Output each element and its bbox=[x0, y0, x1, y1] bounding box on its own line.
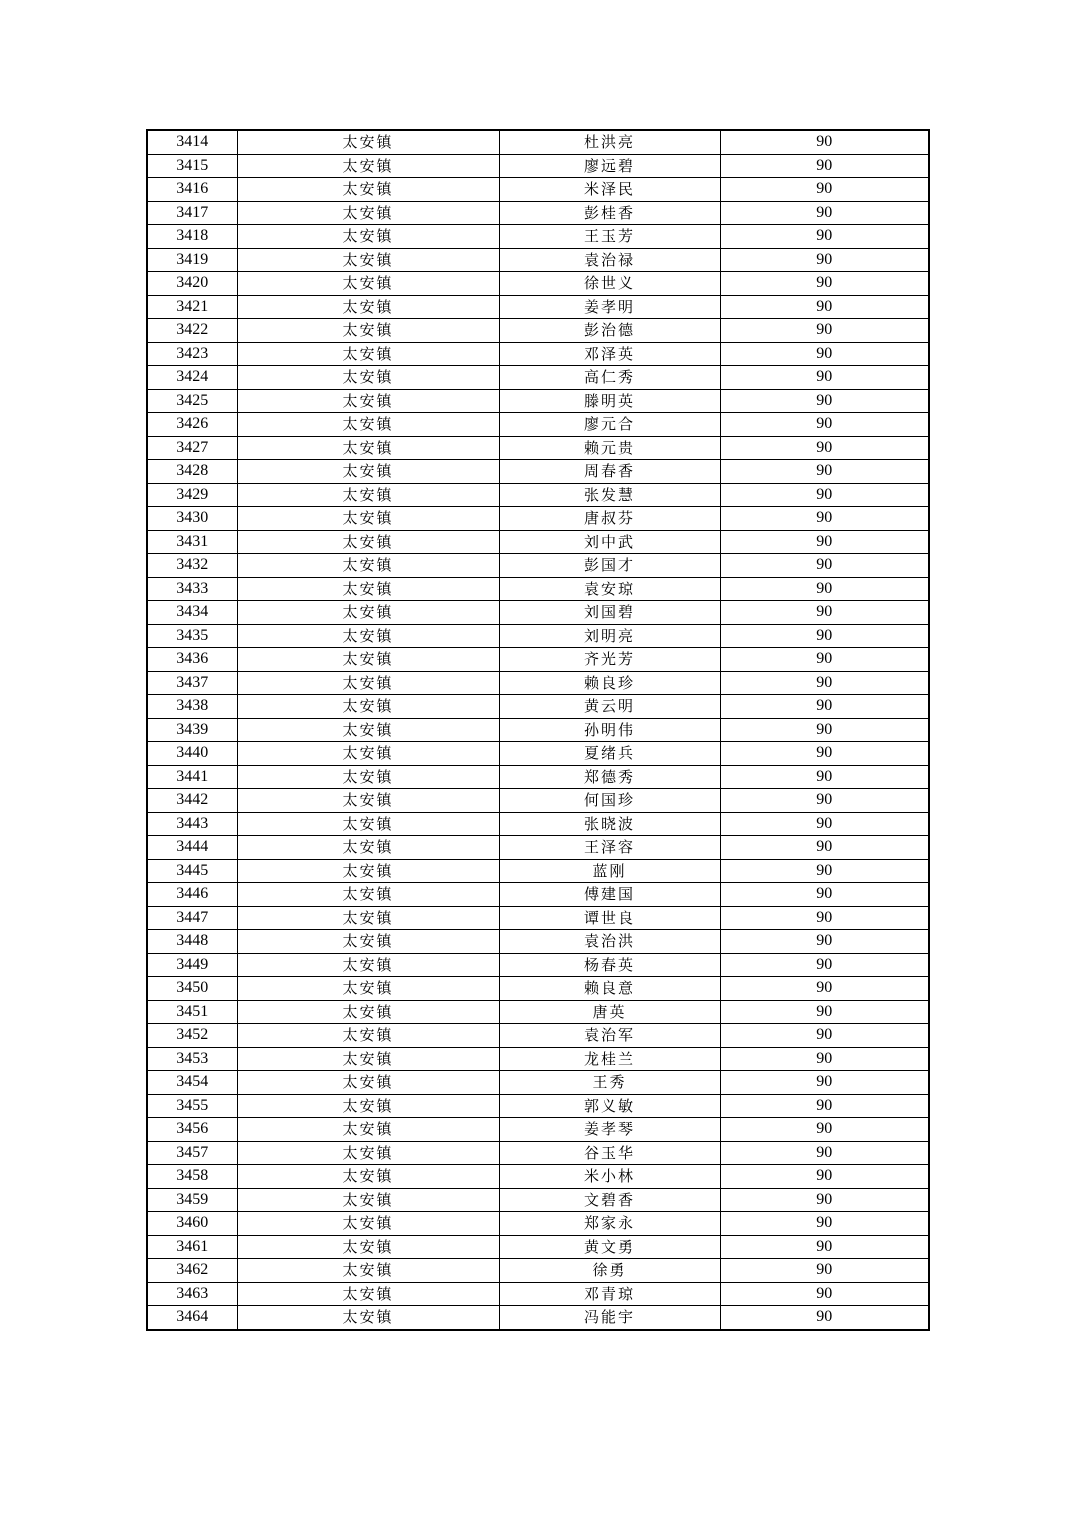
town-cell: 太安镇 bbox=[237, 977, 499, 1001]
person-name-cell: 文碧香 bbox=[499, 1188, 720, 1212]
town-cell: 太安镇 bbox=[237, 859, 499, 883]
town-cell: 太安镇 bbox=[237, 1235, 499, 1259]
town-cell: 太安镇 bbox=[237, 554, 499, 578]
person-name-cell: 冯能宇 bbox=[499, 1306, 720, 1330]
person-name-cell: 邓青琼 bbox=[499, 1282, 720, 1306]
town-cell: 太安镇 bbox=[237, 1306, 499, 1330]
row-number-cell: 3457 bbox=[147, 1141, 237, 1165]
row-number-cell: 3432 bbox=[147, 554, 237, 578]
person-name-cell: 夏绪兵 bbox=[499, 742, 720, 766]
row-number-cell: 3443 bbox=[147, 812, 237, 836]
score-cell: 90 bbox=[720, 718, 929, 742]
town-cell: 太安镇 bbox=[237, 130, 499, 154]
table-row bbox=[147, 483, 929, 507]
town-cell: 太安镇 bbox=[237, 812, 499, 836]
score-cell: 90 bbox=[720, 930, 929, 954]
person-name-cell: 谷玉华 bbox=[499, 1141, 720, 1165]
table-row bbox=[147, 1259, 929, 1283]
table-row bbox=[147, 577, 929, 601]
person-name-cell: 赖良珍 bbox=[499, 671, 720, 695]
town-cell: 太安镇 bbox=[237, 765, 499, 789]
table-row bbox=[147, 765, 929, 789]
row-number-cell: 3446 bbox=[147, 883, 237, 907]
person-name-cell: 姜孝琴 bbox=[499, 1118, 720, 1142]
row-number-cell: 3422 bbox=[147, 319, 237, 343]
score-cell: 90 bbox=[720, 1118, 929, 1142]
table-row bbox=[147, 1188, 929, 1212]
score-cell: 90 bbox=[720, 648, 929, 672]
town-cell: 太安镇 bbox=[237, 1024, 499, 1048]
person-name-cell: 高仁秀 bbox=[499, 366, 720, 390]
table-row bbox=[147, 1118, 929, 1142]
town-cell: 太安镇 bbox=[237, 201, 499, 225]
table-row bbox=[147, 1306, 929, 1330]
row-number-cell: 3423 bbox=[147, 342, 237, 366]
person-name-cell: 米小林 bbox=[499, 1165, 720, 1189]
row-number-cell: 3449 bbox=[147, 953, 237, 977]
town-cell: 太安镇 bbox=[237, 836, 499, 860]
score-cell: 90 bbox=[720, 389, 929, 413]
row-number-cell: 3463 bbox=[147, 1282, 237, 1306]
row-number-cell: 3434 bbox=[147, 601, 237, 625]
row-number-cell: 3416 bbox=[147, 178, 237, 202]
table-row bbox=[147, 178, 929, 202]
score-cell: 90 bbox=[720, 413, 929, 437]
person-name-cell: 王泽容 bbox=[499, 836, 720, 860]
row-number-cell: 3431 bbox=[147, 530, 237, 554]
score-cell: 90 bbox=[720, 812, 929, 836]
score-cell: 90 bbox=[720, 507, 929, 531]
table-row bbox=[147, 554, 929, 578]
town-cell: 太安镇 bbox=[237, 389, 499, 413]
score-cell: 90 bbox=[720, 366, 929, 390]
row-number-cell: 3464 bbox=[147, 1306, 237, 1330]
score-cell: 90 bbox=[720, 201, 929, 225]
table-row bbox=[147, 1094, 929, 1118]
table-row bbox=[147, 1000, 929, 1024]
score-cell: 90 bbox=[720, 624, 929, 648]
town-cell: 太安镇 bbox=[237, 1047, 499, 1071]
row-number-cell: 3453 bbox=[147, 1047, 237, 1071]
town-cell: 太安镇 bbox=[237, 366, 499, 390]
table-row bbox=[147, 695, 929, 719]
town-cell: 太安镇 bbox=[237, 1094, 499, 1118]
town-cell: 太安镇 bbox=[237, 272, 499, 296]
row-number-cell: 3417 bbox=[147, 201, 237, 225]
person-name-cell: 周春香 bbox=[499, 460, 720, 484]
table-row bbox=[147, 1282, 929, 1306]
person-name-cell: 张发慧 bbox=[499, 483, 720, 507]
table-row bbox=[147, 718, 929, 742]
town-cell: 太安镇 bbox=[237, 1212, 499, 1236]
person-name-cell: 刘国碧 bbox=[499, 601, 720, 625]
score-cell: 90 bbox=[720, 1047, 929, 1071]
table-row bbox=[147, 977, 929, 1001]
table-row bbox=[147, 1141, 929, 1165]
person-name-cell: 廖远碧 bbox=[499, 154, 720, 178]
town-cell: 太安镇 bbox=[237, 507, 499, 531]
row-number-cell: 3414 bbox=[147, 130, 237, 154]
town-cell: 太安镇 bbox=[237, 1141, 499, 1165]
town-cell: 太安镇 bbox=[237, 460, 499, 484]
town-cell: 太安镇 bbox=[237, 1259, 499, 1283]
roster-table-body bbox=[147, 130, 929, 1330]
town-cell: 太安镇 bbox=[237, 1165, 499, 1189]
person-name-cell: 彭桂香 bbox=[499, 201, 720, 225]
table-row bbox=[147, 1024, 929, 1048]
table-row bbox=[147, 789, 929, 813]
person-name-cell: 张晓波 bbox=[499, 812, 720, 836]
table-row bbox=[147, 154, 929, 178]
score-cell: 90 bbox=[720, 1188, 929, 1212]
town-cell: 太安镇 bbox=[237, 248, 499, 272]
table-row bbox=[147, 225, 929, 249]
score-cell: 90 bbox=[720, 883, 929, 907]
row-number-cell: 3425 bbox=[147, 389, 237, 413]
person-name-cell: 袁治军 bbox=[499, 1024, 720, 1048]
score-cell: 90 bbox=[720, 248, 929, 272]
row-number-cell: 3424 bbox=[147, 366, 237, 390]
table-row bbox=[147, 366, 929, 390]
person-name-cell: 黄文勇 bbox=[499, 1235, 720, 1259]
town-cell: 太安镇 bbox=[237, 413, 499, 437]
row-number-cell: 3461 bbox=[147, 1235, 237, 1259]
town-cell: 太安镇 bbox=[237, 1000, 499, 1024]
person-name-cell: 郑家永 bbox=[499, 1212, 720, 1236]
person-name-cell: 姜孝明 bbox=[499, 295, 720, 319]
person-name-cell: 袁安琼 bbox=[499, 577, 720, 601]
person-name-cell: 彭国才 bbox=[499, 554, 720, 578]
row-number-cell: 3433 bbox=[147, 577, 237, 601]
row-number-cell: 3452 bbox=[147, 1024, 237, 1048]
row-number-cell: 3420 bbox=[147, 272, 237, 296]
row-number-cell: 3418 bbox=[147, 225, 237, 249]
town-cell: 太安镇 bbox=[237, 718, 499, 742]
table-row bbox=[147, 859, 929, 883]
score-cell: 90 bbox=[720, 859, 929, 883]
table-row bbox=[147, 883, 929, 907]
table-row bbox=[147, 742, 929, 766]
person-name-cell: 米泽民 bbox=[499, 178, 720, 202]
town-cell: 太安镇 bbox=[237, 953, 499, 977]
score-cell: 90 bbox=[720, 1071, 929, 1095]
town-cell: 太安镇 bbox=[237, 154, 499, 178]
row-number-cell: 3447 bbox=[147, 906, 237, 930]
score-cell: 90 bbox=[720, 765, 929, 789]
town-cell: 太安镇 bbox=[237, 930, 499, 954]
score-cell: 90 bbox=[720, 1235, 929, 1259]
score-cell: 90 bbox=[720, 671, 929, 695]
table-row bbox=[147, 130, 929, 154]
score-cell: 90 bbox=[720, 1024, 929, 1048]
score-cell: 90 bbox=[720, 342, 929, 366]
person-name-cell: 郭义敏 bbox=[499, 1094, 720, 1118]
row-number-cell: 3459 bbox=[147, 1188, 237, 1212]
row-number-cell: 3456 bbox=[147, 1118, 237, 1142]
town-cell: 太安镇 bbox=[237, 1071, 499, 1095]
person-name-cell: 赖良意 bbox=[499, 977, 720, 1001]
row-number-cell: 3421 bbox=[147, 295, 237, 319]
table-row bbox=[147, 272, 929, 296]
person-name-cell: 何国珍 bbox=[499, 789, 720, 813]
table-row bbox=[147, 201, 929, 225]
person-name-cell: 傅建国 bbox=[499, 883, 720, 907]
score-cell: 90 bbox=[720, 1306, 929, 1330]
score-cell: 90 bbox=[720, 295, 929, 319]
town-cell: 太安镇 bbox=[237, 1118, 499, 1142]
town-cell: 太安镇 bbox=[237, 577, 499, 601]
score-cell: 90 bbox=[720, 742, 929, 766]
score-cell: 90 bbox=[720, 1282, 929, 1306]
town-cell: 太安镇 bbox=[237, 1282, 499, 1306]
row-number-cell: 3445 bbox=[147, 859, 237, 883]
row-number-cell: 3444 bbox=[147, 836, 237, 860]
table-row bbox=[147, 836, 929, 860]
table-row bbox=[147, 1071, 929, 1095]
score-cell: 90 bbox=[720, 601, 929, 625]
row-number-cell: 3458 bbox=[147, 1165, 237, 1189]
score-cell: 90 bbox=[720, 695, 929, 719]
table-row bbox=[147, 248, 929, 272]
table-row bbox=[147, 906, 929, 930]
town-cell: 太安镇 bbox=[237, 1188, 499, 1212]
person-name-cell: 唐英 bbox=[499, 1000, 720, 1024]
person-name-cell: 唐叔芬 bbox=[499, 507, 720, 531]
town-cell: 太安镇 bbox=[237, 742, 499, 766]
row-number-cell: 3441 bbox=[147, 765, 237, 789]
town-cell: 太安镇 bbox=[237, 483, 499, 507]
row-number-cell: 3460 bbox=[147, 1212, 237, 1236]
town-cell: 太安镇 bbox=[237, 295, 499, 319]
row-number-cell: 3439 bbox=[147, 718, 237, 742]
row-number-cell: 3436 bbox=[147, 648, 237, 672]
person-name-cell: 彭治德 bbox=[499, 319, 720, 343]
table-row bbox=[147, 295, 929, 319]
row-number-cell: 3454 bbox=[147, 1071, 237, 1095]
row-number-cell: 3435 bbox=[147, 624, 237, 648]
town-cell: 太安镇 bbox=[237, 601, 499, 625]
table-row bbox=[147, 930, 929, 954]
score-cell: 90 bbox=[720, 789, 929, 813]
person-name-cell: 杜洪亮 bbox=[499, 130, 720, 154]
table-row bbox=[147, 1212, 929, 1236]
town-cell: 太安镇 bbox=[237, 319, 499, 343]
score-cell: 90 bbox=[720, 436, 929, 460]
score-cell: 90 bbox=[720, 1000, 929, 1024]
score-cell: 90 bbox=[720, 906, 929, 930]
person-name-cell: 邓泽英 bbox=[499, 342, 720, 366]
person-name-cell: 袁治洪 bbox=[499, 930, 720, 954]
town-cell: 太安镇 bbox=[237, 883, 499, 907]
row-number-cell: 3451 bbox=[147, 1000, 237, 1024]
person-name-cell: 刘中武 bbox=[499, 530, 720, 554]
table-row bbox=[147, 601, 929, 625]
table-row bbox=[147, 460, 929, 484]
score-cell: 90 bbox=[720, 977, 929, 1001]
score-cell: 90 bbox=[720, 154, 929, 178]
person-name-cell: 刘明亮 bbox=[499, 624, 720, 648]
person-name-cell: 滕明英 bbox=[499, 389, 720, 413]
row-number-cell: 3437 bbox=[147, 671, 237, 695]
score-cell: 90 bbox=[720, 836, 929, 860]
table-row bbox=[147, 648, 929, 672]
score-cell: 90 bbox=[720, 1259, 929, 1283]
row-number-cell: 3419 bbox=[147, 248, 237, 272]
table-row bbox=[147, 624, 929, 648]
table-row bbox=[147, 671, 929, 695]
town-cell: 太安镇 bbox=[237, 648, 499, 672]
town-cell: 太安镇 bbox=[237, 178, 499, 202]
person-name-cell: 郑德秀 bbox=[499, 765, 720, 789]
person-name-cell: 廖元合 bbox=[499, 413, 720, 437]
town-cell: 太安镇 bbox=[237, 436, 499, 460]
town-cell: 太安镇 bbox=[237, 530, 499, 554]
table-row bbox=[147, 530, 929, 554]
town-cell: 太安镇 bbox=[237, 624, 499, 648]
score-cell: 90 bbox=[720, 1141, 929, 1165]
row-number-cell: 3450 bbox=[147, 977, 237, 1001]
town-cell: 太安镇 bbox=[237, 225, 499, 249]
town-cell: 太安镇 bbox=[237, 671, 499, 695]
row-number-cell: 3462 bbox=[147, 1259, 237, 1283]
row-number-cell: 3455 bbox=[147, 1094, 237, 1118]
score-cell: 90 bbox=[720, 530, 929, 554]
score-cell: 90 bbox=[720, 1212, 929, 1236]
person-name-cell: 杨春英 bbox=[499, 953, 720, 977]
score-cell: 90 bbox=[720, 319, 929, 343]
roster-table bbox=[146, 129, 930, 1331]
person-name-cell: 孙明伟 bbox=[499, 718, 720, 742]
town-cell: 太安镇 bbox=[237, 695, 499, 719]
score-cell: 90 bbox=[720, 460, 929, 484]
table-row bbox=[147, 812, 929, 836]
table-row bbox=[147, 1165, 929, 1189]
score-cell: 90 bbox=[720, 178, 929, 202]
table-row bbox=[147, 319, 929, 343]
row-number-cell: 3427 bbox=[147, 436, 237, 460]
table-row bbox=[147, 1047, 929, 1071]
score-cell: 90 bbox=[720, 483, 929, 507]
row-number-cell: 3430 bbox=[147, 507, 237, 531]
row-number-cell: 3442 bbox=[147, 789, 237, 813]
person-name-cell: 黄云明 bbox=[499, 695, 720, 719]
person-name-cell: 赖元贵 bbox=[499, 436, 720, 460]
row-number-cell: 3426 bbox=[147, 413, 237, 437]
person-name-cell: 龙桂兰 bbox=[499, 1047, 720, 1071]
score-cell: 90 bbox=[720, 272, 929, 296]
table-row bbox=[147, 436, 929, 460]
person-name-cell: 谭世良 bbox=[499, 906, 720, 930]
score-cell: 90 bbox=[720, 1094, 929, 1118]
table-row bbox=[147, 1235, 929, 1259]
person-name-cell: 袁治禄 bbox=[499, 248, 720, 272]
table-row bbox=[147, 413, 929, 437]
score-cell: 90 bbox=[720, 577, 929, 601]
row-number-cell: 3448 bbox=[147, 930, 237, 954]
town-cell: 太安镇 bbox=[237, 906, 499, 930]
town-cell: 太安镇 bbox=[237, 789, 499, 813]
row-number-cell: 3428 bbox=[147, 460, 237, 484]
person-name-cell: 蓝刚 bbox=[499, 859, 720, 883]
table-row bbox=[147, 953, 929, 977]
row-number-cell: 3429 bbox=[147, 483, 237, 507]
person-name-cell: 齐光芳 bbox=[499, 648, 720, 672]
person-name-cell: 徐世义 bbox=[499, 272, 720, 296]
person-name-cell: 王秀 bbox=[499, 1071, 720, 1095]
row-number-cell: 3438 bbox=[147, 695, 237, 719]
person-name-cell: 王玉芳 bbox=[499, 225, 720, 249]
score-cell: 90 bbox=[720, 953, 929, 977]
score-cell: 90 bbox=[720, 1165, 929, 1189]
town-cell: 太安镇 bbox=[237, 342, 499, 366]
person-name-cell: 徐勇 bbox=[499, 1259, 720, 1283]
row-number-cell: 3440 bbox=[147, 742, 237, 766]
row-number-cell: 3415 bbox=[147, 154, 237, 178]
score-cell: 90 bbox=[720, 130, 929, 154]
score-cell: 90 bbox=[720, 225, 929, 249]
table-row bbox=[147, 389, 929, 413]
score-cell: 90 bbox=[720, 554, 929, 578]
table-row bbox=[147, 342, 929, 366]
table-row bbox=[147, 507, 929, 531]
